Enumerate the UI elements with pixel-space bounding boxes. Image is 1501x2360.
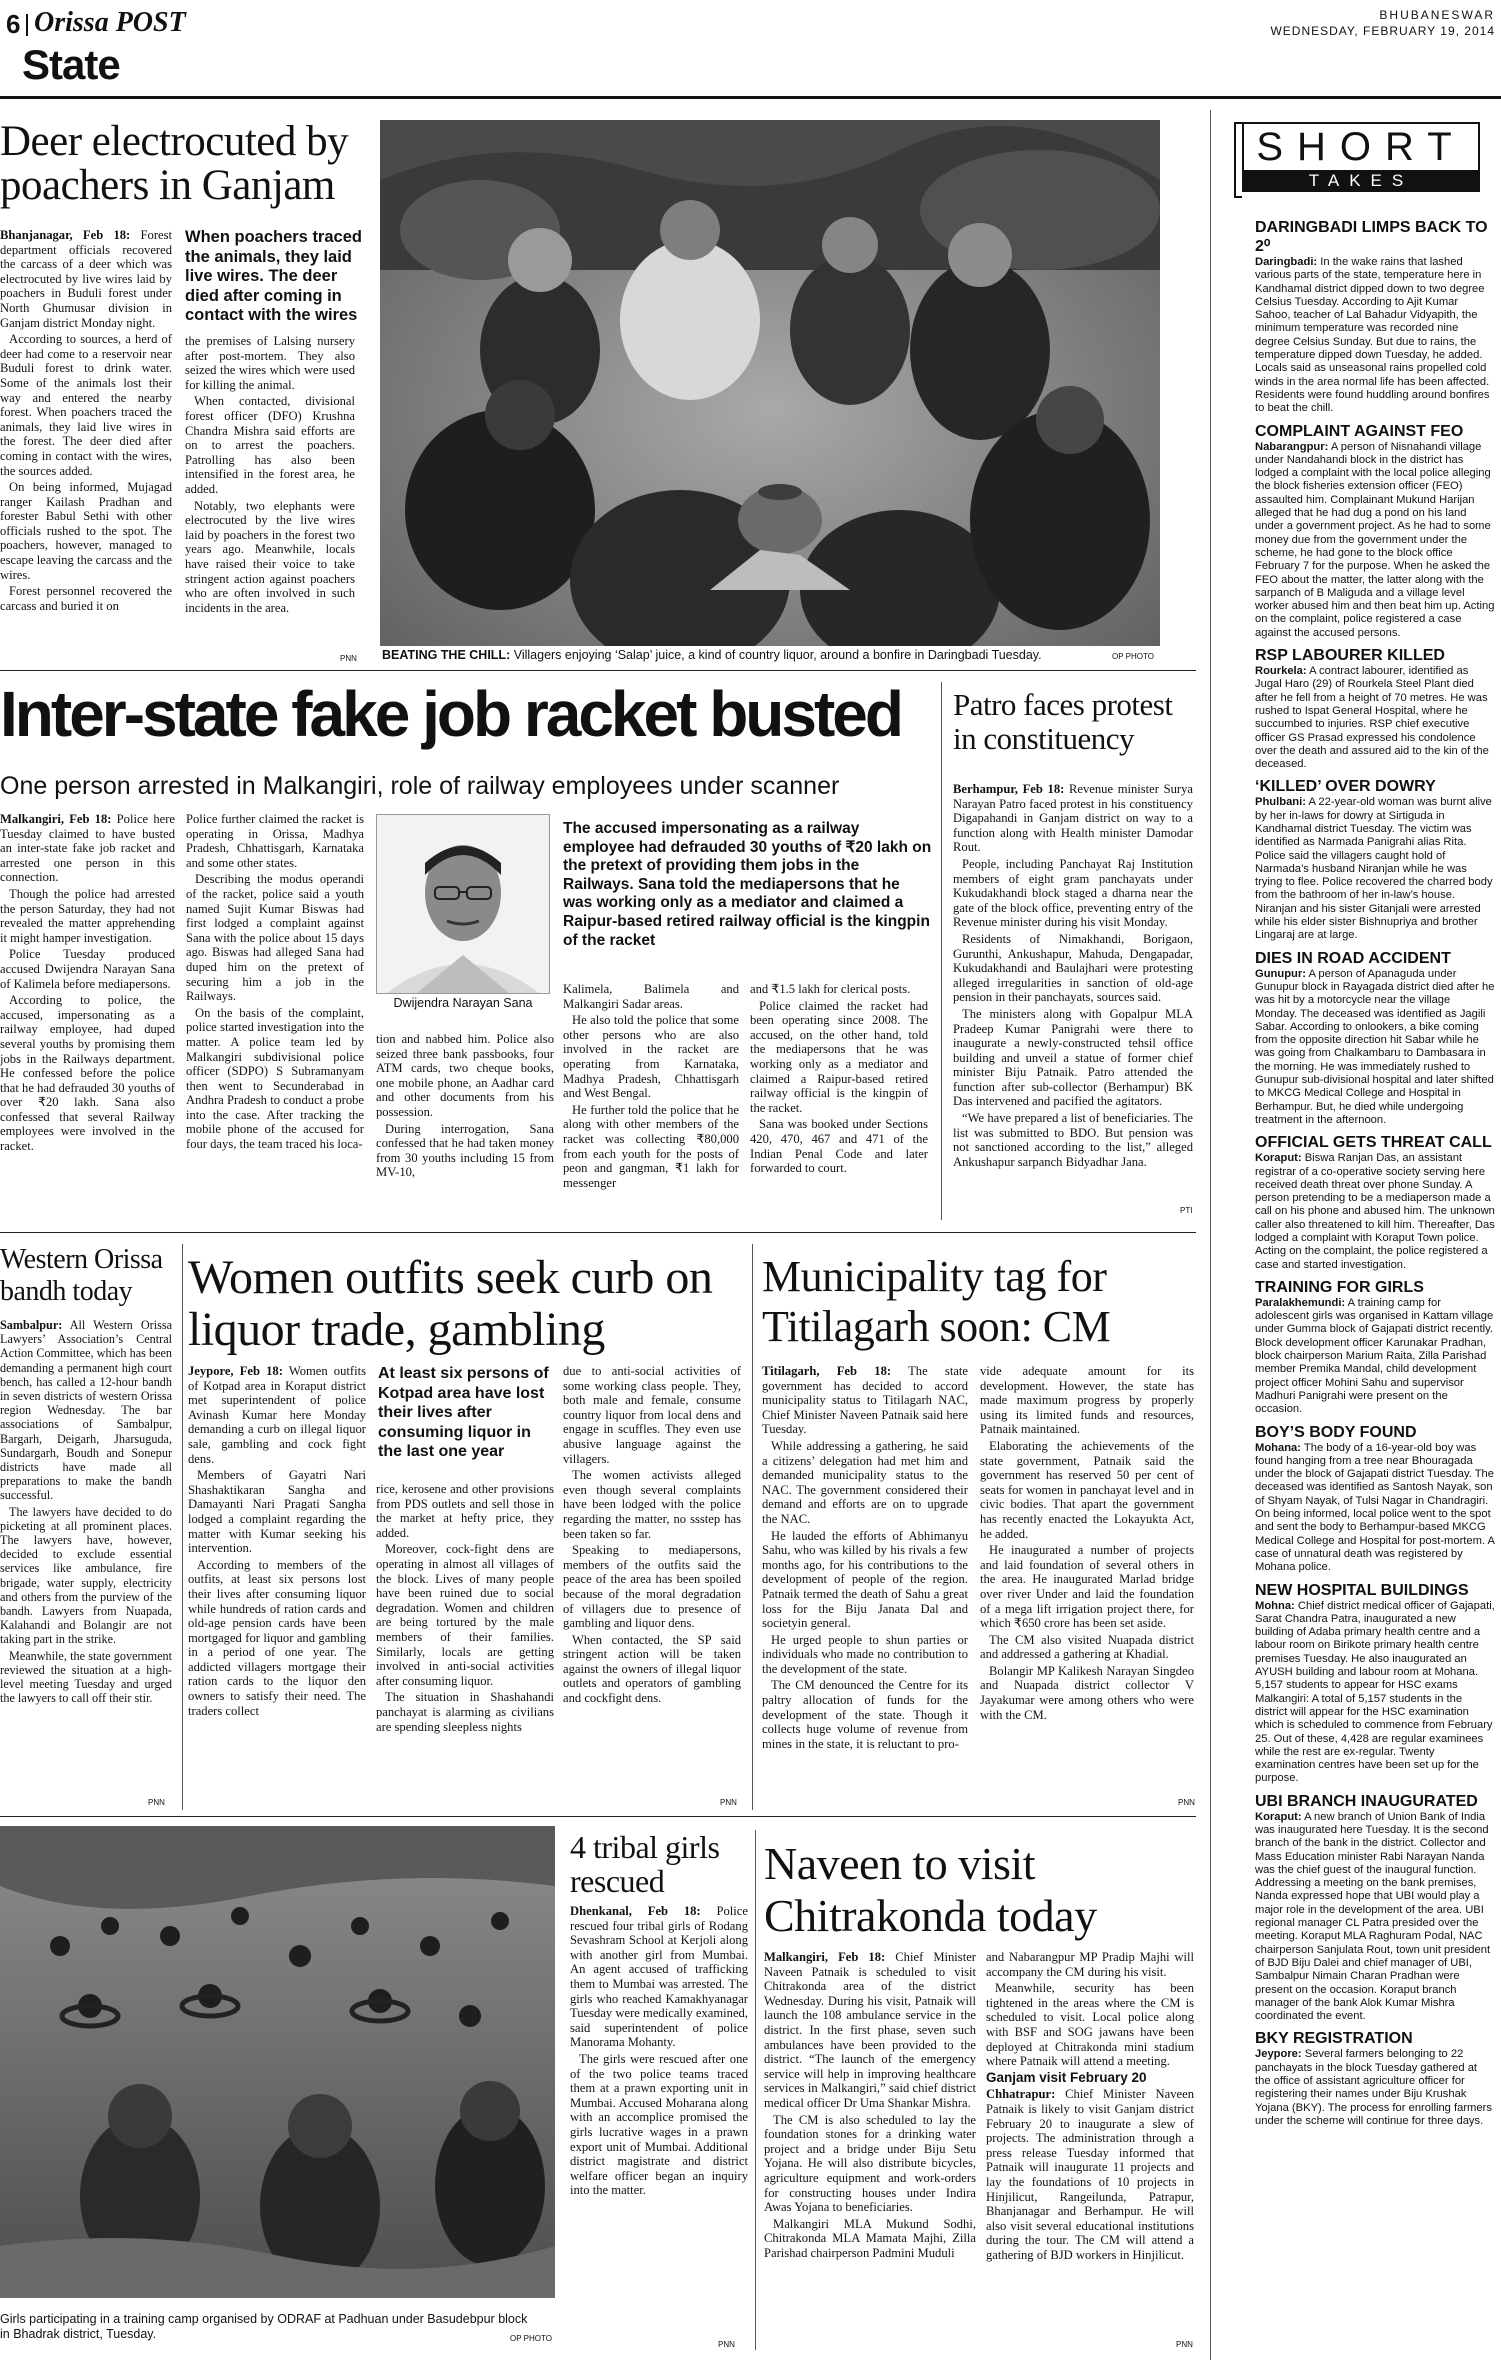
naveen-paragraph: Malkangiri MLA Mukund Sodhi, Chitrakonda MLA Mamata Majhi, Zilla Parishad chairperson Padmini Muduli bbox=[764, 2216, 976, 2260]
short-take-heading: DIES IN ROAD ACCIDENT bbox=[1255, 949, 1451, 967]
short-take-text: Biswa Ranjan Das, an assistant registrar of a co-operative society serving here received death threat over phone Sunday. A person pretending to be a mediaperson made a call on his phone and abused him. The unknown caller also threatened to kill him. Thereafter, Das lodged a complaint with Koraput Town police. Acting on the complaint, the police registered a case and started investigation. bbox=[1255, 1152, 1495, 1271]
short-take-item bbox=[1255, 422, 1495, 640]
bandh-paragraph: All Western Orissa Lawyers’ Association’s Central Action Committee, which has been demanding a permanent high court bench, has called a 12-hour bandh in seven districts of western Orissa region Wednesday. The bar associations of Sambalpur, Bargarh, Deigarh, Jharsuguda, Sundargarh, Boudh and Sonepur districts have made all preparations to make the bandh successful. bbox=[0, 1318, 172, 1503]
liquor-paragraph: Women outfits of Kotpad area in Koraput district met superintendent of police Avinash Kumar here Monday demanding a curb on illegal liquor sale, gambling and cock fight dens. bbox=[188, 1364, 366, 1466]
titilagarh-paragraph: Bolangir MP Kalikesh Narayan Singdeo and Nuapada district collector V Jayakumar were among others who were with the CM. bbox=[980, 1663, 1194, 1722]
bandh-paragraph: The lawyers have decided to do picketing at all prominent places. The lawyers have, however, decided to exclude essential services like ambulance, fire brigade, water supply, electricity and others from the purview of the bandh. Lawyers from Nuapada, Kalahandi and Bolangir are not taking part in the strike. bbox=[0, 1504, 172, 1647]
patro-dateline: Berhampur, Feb 18: bbox=[953, 782, 1065, 796]
short-takes-logo-top: SHORT bbox=[1242, 122, 1480, 172]
liquor-credit: PNN bbox=[720, 1798, 737, 1807]
liquor-paragraph: due to anti-social activities of some working class people. They, both male and female, consume country liquor from local dens and engage in scuffles. They even use abusive language against the villagers. bbox=[563, 1364, 741, 1466]
tribal-paragraph: The girls were rescued after one of the two police teams traced them at a prawn exporting unit in Mumbai. Accused Moharana along with an accomplice promised the girls lucrative wages in a prawn export unit of Mumbai. Additional district magistrate and district welfare officer began an inquiry into the matter. bbox=[570, 2051, 748, 2198]
naveen-subhead: Ganjam visit February 20 bbox=[986, 2069, 1147, 2085]
racket-pullquote: The accused impersonating as a railway employee had defrauded 30 youths of ₹20 lakh on the pretext of providing them jobs in the Railways. Sana told the mediapersons that he was working only as a mediator and claimed a Raipur-based retired railway official is the kingpin of the racket bbox=[563, 820, 932, 949]
patro-credit: PTI bbox=[1180, 1206, 1193, 1215]
rule-mid bbox=[0, 1232, 1196, 1233]
short-takes-logo bbox=[1234, 122, 1484, 200]
titilagarh-headline: Municipality tag for Titilagarh soon: CM bbox=[762, 1252, 1111, 1351]
short-take-body bbox=[1255, 2048, 1495, 2128]
liquor-dateline: Jeypore, Feb 18: bbox=[188, 1364, 283, 1378]
racket-paragraph: and ₹1.5 lakh for clerical posts. bbox=[750, 982, 911, 996]
liquor-paragraph: When contacted, the SP said stringent action will be taken against the owners of illegal liquor outlets and operators of gambling and cockfight dens. bbox=[563, 1632, 741, 1706]
racket-paragraph: During interrogation, Sana confessed that he had taken money from 30 youths including 15 from MV-10, bbox=[376, 1121, 554, 1180]
header-city: BHUBANESWAR bbox=[1379, 8, 1495, 22]
short-take-item bbox=[1255, 1423, 1495, 1575]
racket-column-5 bbox=[750, 982, 928, 1220]
racket-paragraph: Police further claimed the racket is operating in Orissa, Madhya Pradesh, Chhattisgarh, Karnataka and some other states. bbox=[186, 812, 364, 870]
titilagarh-dateline: Titilagarh, Feb 18: bbox=[762, 1364, 892, 1378]
deer-paragraph: the premises of Lalsing nursery after post-mortem. They also seized the wires which were used for killing the animal. bbox=[185, 334, 355, 392]
short-take-dateline: Phulbani: bbox=[1255, 796, 1306, 809]
deer-paragraph: On being informed, Mujagad ranger Kailash Pradhan and forester Babul Sethi with other officials rushed to the spot. The poachers, however, managed to escape leaving the carcass and the wires. bbox=[0, 480, 172, 582]
short-take-item bbox=[1255, 777, 1495, 942]
deer-column-1 bbox=[0, 228, 172, 666]
short-takes-divider bbox=[1210, 110, 1211, 2360]
rule-lower bbox=[0, 1816, 1196, 1817]
short-take-body bbox=[1255, 1600, 1495, 1786]
titilagarh-credit: PNN bbox=[1178, 1798, 1195, 1807]
naveen-credit: PNN bbox=[1176, 2340, 1193, 2349]
training-camp-caption: Girls participating in a training camp organised by ODRAF at Padhuan under Basudebpur block in Bhadrak district, Tuesday. bbox=[0, 2312, 528, 2341]
racket-paragraph: Describing the modus operandi of the racket, police said a youth named Sujit Kumar Biswas had first lodged a complaint against Sana with the police about 15 days ago. Biswas had alleged Sana had duped him on the pretext of securing him a job in the Railways. bbox=[186, 872, 364, 1004]
liquor-column-3 bbox=[563, 1364, 741, 1810]
bandh-credit: PNN bbox=[148, 1798, 165, 1807]
short-take-dateline: Rourkela: bbox=[1255, 665, 1307, 678]
short-take-dateline: Mohana: bbox=[1255, 1441, 1301, 1454]
bonfire-credit: OP PHOTO bbox=[1112, 652, 1154, 661]
patro-paragraph: “We have prepared a list of beneficiaries. The list was submitted to BDO. But pension was not sanctioned according to the list,” alleged Ankushapur sarpanch Bidyadhar Jana. bbox=[953, 1111, 1193, 1169]
short-take-text: A person of Apanaguda under Gunupur block in Rayagada district died after he was hit by a motorcycle near the village Monday. The deceased was identified as Jagili Sabar. According to onlookers, a bike coming from the opposite direction hit Sabar while he was going from Chalkambaru to Dambasara in the morning. He was immediately rushed to Gunupur sub-divisional hospital and later shifted to MKCG Medical College and Hospital in Berhampur. But, he died while undergoing treatment in the afternoon. bbox=[1255, 967, 1495, 1126]
liquor-column-1 bbox=[188, 1364, 366, 1810]
short-take-body bbox=[1255, 796, 1495, 942]
titilagarh-paragraph: He lauded the efforts of Abhimanyu Sahu, who was killed by his rivals a few months ago, for his contributions to the development of people of the region. Patnaik termed the death of Sahu a great loss for the Biju Janata Dal and societyin general. bbox=[762, 1528, 968, 1631]
short-take-text: A training camp for adolescent girls was organised in Kattam village under Gumma block of Gajapati district recently. Block development officer Karunakar Pradhan, block chairperson Marium Raita, Zilla Parishad member Premika Mandal, child development project officer Mohini Sahu and supervisor Madhuri Panigrahi were present on the occasion. bbox=[1255, 1296, 1494, 1416]
short-take-text: A 22-year-old woman was burnt alive by her in-laws for dowry at Sirtiguda in Kandhamal district Tuesday. The victim was identified as Narmada Panigrahi alias Rita. Police said the villagers caught hold of Narmada’s husband Niranjan while he was trying to flee. Police recovered the charred body from the bathroom of her in-law’s house. Niranjan and his sister Gitanjali were arrested while his elder sister Bishnupriya and brother Lingaraj are at large. bbox=[1255, 796, 1493, 942]
racket-headline: Inter-state fake job racket busted bbox=[0, 678, 901, 750]
titilagarh-column-2 bbox=[980, 1364, 1194, 1810]
liquor-divider bbox=[752, 1244, 753, 1810]
titilagarh-paragraph: He inaugurated a number of projects and laid foundation of several others in the area. He inaugurated Marlad bridge over river Under and laid the foundation of a mega lift irrigation project there, for which ₹650 crore has been set aside. bbox=[980, 1543, 1194, 1631]
short-take-body bbox=[1255, 1442, 1495, 1575]
deer-paragraph: Forest department officials recovered the carcass of a deer which was electrocuted by live wires laid by poachers in Buduli forest under North Ghumusar division in Ganjam district Monday night. bbox=[0, 228, 172, 330]
short-take-heading: UBI BRANCH INAUGURATED bbox=[1255, 1792, 1478, 1810]
bonfire-photo bbox=[380, 120, 1160, 646]
tribal-paragraph: Police rescued four tribal girls of Rodang Sevashram School at Kerjoli along with another girl from Mumbai. An agent accused of trafficking them to Mumbai was arrested. The girls who reached Kamakhyanagar Tuesday were medically examined, said superintendent of police Manorama Mohanty. bbox=[570, 1904, 748, 2050]
bonfire-caption-text: Villagers enjoying ‘Salap’ juice, a kind of country liquor, around a bonfire in Daringbadi Tuesday. bbox=[513, 648, 1042, 662]
titilagarh-paragraph: He urged people to shun parties or individuals who made no contribution to the development of the state. bbox=[762, 1632, 968, 1676]
naveen-paragraph: Meanwhile, security has been tightened in the areas where the CM is scheduled to visit. Local police along with BSF and SOG jawans have been deployed at Chitrakonda mini stadium where Patnaik will attend a meeting. bbox=[986, 1981, 1194, 2069]
short-take-body bbox=[1255, 256, 1495, 416]
patro-headline: Patro faces protest in constituency bbox=[953, 687, 1173, 756]
short-take-dateline: Paralakhemundi: bbox=[1255, 1296, 1346, 1309]
naveen-paragraph: Chief Minister Naveen Patnaik is scheduled to visit Chitrakonda area of the district Wednesday. During his visit, Patnaik will launch the 108 ambulance service in the district. In the first phase, seven such ambulances have been provided to the district. “The launch of the emergency service will help in improving healthcare services in Malkangiri,” said chief district medical officer Dr Uma Shankar Mishra. bbox=[764, 1950, 976, 2110]
short-take-item bbox=[1255, 949, 1495, 1128]
titilagarh-paragraph: While addressing a gathering, he said a citizens’ delegation had met him and demanded municipality status to the NAC. The government considered their demand and efforts are on to upgrade the NAC. bbox=[762, 1438, 968, 1526]
naveen-column-2 bbox=[986, 1950, 1194, 2350]
short-take-text: In the wake rains that lashed various parts of the state, temperature here in Kandhamal district dipped down to two degree Celsius Tuesday. According to Ajit Kumar Sahoo, teacher of Lal Bahadur Vidyapith, the minimum temperature was recorded nine degree Celsius Sunday. But due to rains, the temperature dipped down Tuesday, he added. Locals said as unseasonal rains propelled cold winds in the area normal life has been affected. Residents were found huddling around bonfires to beat the chill. bbox=[1255, 256, 1490, 415]
short-take-heading: BOY’S BODY FOUND bbox=[1255, 1423, 1417, 1441]
racket-paragraph: Police Tuesday produced accused Dwijendra Narayan Sana of Kalimela before mediapersons. bbox=[0, 947, 175, 991]
deer-pullquote: When poachers traced the animals, they laid live wires. The deer died after coming in contact with the wires bbox=[185, 228, 362, 324]
racket-paragraph: Though the police had arrested the person Saturday, they had not revealed the matter apprehending it might hamper investigation. bbox=[0, 886, 175, 945]
titilagarh-paragraph: The CM denounced the Centre for its paltry allocation of funds for the development of the state. Though it collects huge volume of revenue from mines in the state, it is reluctant to pro- bbox=[762, 1678, 968, 1751]
racket-dateline: Malkangiri, Feb 18: bbox=[0, 812, 112, 826]
patro-paragraph: The ministers along with Gopalpur MLA Pradeep Kumar Panigrahi were there to inaugurate a newly-constructed tehsil office building and unveil a statue of former chief minister Biju Patnaik. Patro attended the function after sub-collector (Berhampur) BK Das intervened and pacified the agitators. bbox=[953, 1006, 1193, 1109]
patro-paragraph: Revenue minister Surya Narayan Patro faced protest in his constituency Digapahandi in Ganjam district on way to a function along with Health minister Damodar Rout. bbox=[953, 782, 1193, 855]
racket-column-1 bbox=[0, 812, 175, 1220]
bonfire-caption-lead: BEATING THE CHILL: bbox=[382, 648, 511, 662]
liquor-paragraph: Members of Gayatri Nari Shashaktikaran Sangha and Damayanti Nari Pragati Sangha lodged a complaint regarding the matter with Kumar seeking his intervention. bbox=[188, 1468, 366, 1556]
short-take-heading: OFFICIAL GETS THREAT CALL bbox=[1255, 1134, 1492, 1152]
titilagarh-paragraph: Elaborating the achievements of the state government, Patnaik said the government has reserved 50 per cent of seats for women in panchayat level and in civic bodies. That apart the government has recently enacted the Lokayukta Act, he added. bbox=[980, 1438, 1194, 1541]
rule-racket-top bbox=[0, 670, 1196, 671]
titilagarh-paragraph: vide adequate amount for its development. However, the state has made maximum progress by properly using its limited funds and resources, Patnaik maintained. bbox=[980, 1364, 1194, 1437]
bandh-dateline: Sambalpur: bbox=[0, 1318, 63, 1332]
naveen-headline: Naveen to visit Chitrakonda today bbox=[764, 1838, 1097, 1941]
racket-paragraph: Kalimela, Balimela and Malkangiri Sadar areas. bbox=[563, 982, 739, 1011]
liquor-paragraph: The women activists alleged even though several complaints have been lodged with the police regarding the matter, no ssstep has been taken so far. bbox=[563, 1468, 741, 1541]
short-take-item bbox=[1255, 646, 1495, 771]
liquor-paragraph: According to members of the outfits, at least six persons lost their lives after consuming liquor while hundreds of ration cards and old-age pension cards have been mortgaged for liquor and gambling in a period of one year. The addicted villagers mortgage their ration cards to the liquor den owners to satisfy their need. The traders collect bbox=[188, 1557, 366, 1718]
short-take-text: The body of a 16-year-old boy was found hanging from a tree near Bhouragada under the block of Gajapati district Tuesday. The deceased was identified as Santosh Nayak, son of Shyam Nayak, of Tulsi Nagar in Chandragiri. On being informed, local police went to the spot and sent the body to Berhampur-based MKCG Medical College and Hospital for post-mortem. A case of unnatural death was registered by Mohana police. bbox=[1255, 1441, 1495, 1574]
liquor-column-2 bbox=[376, 1482, 554, 1810]
racket-column-2 bbox=[186, 812, 364, 1220]
deer-column-2 bbox=[185, 334, 355, 666]
racket-paragraph: Police claimed the racket had been operating since 2008. The accused, on the other hand, told the mediapersons that he was working only as a mediator and claimed a Raipur-based retired railway official is the kingpin of the racket. bbox=[750, 998, 928, 1115]
deer-paragraph: When contacted, divisional forest officer (DFO) Krushna Chandra Mishra said efforts are on to arrest the poachers. Patrolling has also been intensified in the forest area, he added. bbox=[185, 394, 355, 496]
deer-headline: Deer electrocuted by poachers in Ganjam bbox=[0, 118, 349, 209]
short-take-body bbox=[1255, 1152, 1495, 1272]
tribal-headline: 4 tribal girls rescued bbox=[570, 1829, 720, 1899]
racket-paragraph: He also told the police that some other persons who are also involved in the racket are operating from Karnataka, Madhya Pradesh, Chhattisgarh and West Bengal. bbox=[563, 1013, 739, 1101]
racket-column-3 bbox=[376, 1032, 554, 1220]
tribal-credit: PNN bbox=[718, 2340, 735, 2349]
tribal-dateline: Dhenkanal, Feb 18: bbox=[570, 1904, 701, 1918]
racket-paragraph: tion and nabbed him. Police also seized three bank passbooks, four ATM cards, two cheque books, one mobile phone, an Aadhar card and other documents from his possession. bbox=[376, 1032, 554, 1119]
deer-paragraph: According to sources, a herd of deer had come to a reservoir near Buduli forest to drink water. Some of the animals lost their way and entered the nearby forest. When poachers traced the animals, they laid live wires in the forest. The deer died after coming in contact with the wires, the sources added. bbox=[0, 332, 172, 478]
deer-paragraph: Forest personnel recovered the carcass and buried it on bbox=[0, 584, 172, 613]
short-take-text: A new branch of Union Bank of India was inaugurated here Tuesday. It is the second branch of the bank in the district. Collector and Mass Education minister Rabi Narayan Nanda was the chief guest of the inaugural function. Addressing a meeting on the bank premises, Nanda expressed hope that UBI would play a major role in the development of the area. UBI regional manager CL Patra presided over the meeting. Koraput MLA Raghuram Podal, NAC chairperson Sanjulata Rout, town unit president of BJD Biju Dalei and chief manager of UBI, Sambalpur Nimain Charan Pradhan were present on the occasion. Koraput branch manager of the bank Alok Kumar Mishra coordinated the event. bbox=[1255, 1810, 1491, 2023]
short-take-item bbox=[1255, 1278, 1495, 1417]
short-take-item bbox=[1255, 1133, 1495, 1272]
short-take-heading: ‘KILLED’ OVER DOWRY bbox=[1255, 778, 1436, 796]
masthead: Orissa POST bbox=[34, 7, 186, 38]
naveen-sub-dateline: Chhatrapur: bbox=[986, 2087, 1056, 2102]
bandh-headline: Western Orissa bandh today bbox=[0, 1244, 163, 1307]
patro-body bbox=[953, 782, 1193, 1218]
patro-divider bbox=[941, 682, 942, 1220]
short-take-text: Chief district medical officer of Gajapati, Sarat Chandra Patra, inaugurated a new building of Adaba primary health centre and a labour room on Birikote primary health centre premises Tuesday. He also inaugurated an AYUSH building and labour room at Mohana. 5,157 students to appear for HSC exams Malkangiri: A total of 5,157 students in the district will appear for the HSC examination which is scheduled to commence from February 25. Out of these, 4,428 are regular examinees while the rest are ex-regular. Twenty examination centres have been set up for the purpose. bbox=[1255, 1599, 1495, 1785]
tribal-divider bbox=[755, 1830, 756, 2350]
liquor-paragraph: Speaking to mediapersons, members of the outfits said the peace of the area has been spoiled because of the moral degradation of villagers due to presence of gambling and liquor dens. bbox=[563, 1543, 741, 1631]
training-camp-credit: OP PHOTO bbox=[510, 2334, 552, 2343]
titilagarh-paragraph: The state government has decided to accord municipality status to Titilagarh NAC, Chief Minister Naveen Patnaik said here Tuesday. bbox=[762, 1364, 968, 1437]
short-take-heading: TRAINING FOR GIRLS bbox=[1255, 1278, 1424, 1296]
naveen-paragraph: The CM is also scheduled to lay the foundation stones for a drinking water project and a bridge under Biju Setu Yojana. He will also distribute bicycles, agriculture equipment and work-orders for constructing houses under Indira Awas Yojana to beneficiaries. bbox=[764, 2112, 976, 2215]
deer-paragraph: Notably, two elephants were electrocuted by the live wires laid by poachers in the forest two years ago. Meanwhile, locals have raised their voice to take stringent action against poachers who are often involved in such incidents in the area. bbox=[185, 498, 355, 615]
short-take-body bbox=[1255, 968, 1495, 1128]
short-take-heading: RSP LABOURER KILLED bbox=[1255, 647, 1445, 665]
racket-paragraph: On the basis of the complaint, police started investigation into the matter. A police team led by Malkangiri subdivisional police officer (SDPO) S Subramanyam then went to Secunderabad in Andhra Pradesh to conduct a probe into the case. After tracking the mobile phone of the accused for four days, the team traced his loca- bbox=[186, 1005, 364, 1152]
racket-paragraph: Sana was booked under Sections 420, 470, 467 and 471 of the Indian Penal Code and later forwarded to court. bbox=[750, 1117, 928, 1176]
short-take-item bbox=[1255, 218, 1495, 416]
accused-photo-graphic bbox=[377, 815, 549, 993]
liquor-paragraph: rice, kerosene and other provisions from PDS outlets and sell those in the market at hefty price, they added. bbox=[376, 1482, 554, 1540]
training-camp-photo bbox=[0, 1826, 555, 2298]
header-date: WEDNESDAY, FEBRUARY 19, 2014 bbox=[1270, 24, 1495, 38]
tribal-body bbox=[570, 1904, 748, 2350]
bonfire-photo-graphic bbox=[380, 120, 1160, 646]
section-label: State bbox=[22, 41, 120, 88]
naveen-paragraph: Chief Minister Naveen Patnaik is likely to visit Ganjam district February 20 to inaugurate a slew of projects. The administration through a press release Tuesday informed that Patnaik will inaugurate 11 projects and lay the foundations of 10 projects in Hinjilicut, Rangeilunda, Patrapur, Bhanjanagar and Berhampur. He will also visit several educational institutions during the tour. The CM will attend a gathering of BJD workers in Hinjilicut. bbox=[986, 2087, 1194, 2262]
titilagarh-paragraph: The CM also visited Nuapada district and addressed a gathering at Khadial. bbox=[980, 1632, 1194, 1662]
short-takes-list bbox=[1255, 218, 1495, 2353]
racket-paragraph: Police here Tuesday claimed to have busted an inter-state fake job racket and arrested one person in this connection. bbox=[0, 812, 175, 885]
page-header bbox=[0, 0, 1501, 88]
short-take-body bbox=[1255, 1811, 1495, 2024]
short-take-heading: DARINGBADI LIMPS BACK TO 2⁰ bbox=[1255, 219, 1488, 255]
header-rule bbox=[0, 96, 1501, 99]
racket-paragraph: He further told the police that he along with other members of the racket was collecting ₹80,000 from each youth for the posts of peon and gangman, ₹1 lakh for messenger bbox=[563, 1102, 739, 1190]
short-take-dateline: Koraput: bbox=[1255, 1152, 1302, 1165]
short-take-body bbox=[1255, 665, 1495, 771]
bandh-divider bbox=[182, 1244, 183, 1810]
short-take-dateline: Gunupur: bbox=[1255, 967, 1306, 980]
header-divider bbox=[26, 14, 28, 36]
accused-photo bbox=[376, 814, 550, 994]
short-take-dateline: Jeypore: bbox=[1255, 2048, 1302, 2061]
racket-paragraph: According to police, the accused, impersonating as a railway employee, had duped several youths by promising them jobs in the Railways department. He confessed before the police that he had defrauded 30 youths of over ₹20 lakh. Sana also confessed that several Railway employees were involved in the racket. bbox=[0, 993, 175, 1154]
short-takes-logo-bottom: TAKES bbox=[1242, 170, 1480, 192]
bandh-paragraph: Meanwhile, the state government reviewed the situation at a high-level meeting Tuesday and urged the lawyers to call off their stir. bbox=[0, 1648, 172, 1706]
short-take-heading: BKY REGISTRATION bbox=[1255, 2030, 1413, 2048]
short-take-item bbox=[1255, 1581, 1495, 1786]
short-take-heading: COMPLAINT AGAINST FEO bbox=[1255, 422, 1464, 440]
short-take-item bbox=[1255, 2029, 1495, 2128]
short-take-dateline: Mohna: bbox=[1255, 1599, 1295, 1612]
racket-column-4 bbox=[563, 982, 739, 1220]
short-take-dateline: Daringbadi: bbox=[1255, 256, 1318, 268]
bonfire-caption bbox=[382, 648, 1142, 663]
racket-subhead: One person arrested in Malkangiri, role of railway employees under scanner bbox=[0, 772, 840, 800]
training-camp-photo-graphic bbox=[0, 1826, 555, 2298]
short-take-body bbox=[1255, 1297, 1495, 1417]
liquor-paragraph: Moreover, cock-fight dens are operating in almost all villages of the block. Lives of many people have been ruined due to social degradation. Women and children are being tortured by the male members of their families. Similarly, locals are getting involved in anti-social activities after consuming liquor. bbox=[376, 1542, 554, 1688]
deer-dateline: Bhanjanagar, Feb 18: bbox=[0, 228, 131, 242]
page-number: 6 bbox=[6, 9, 21, 39]
short-take-text: Several farmers belonging to 22 panchayats in the block Tuesday gathered at the office of assistant agriculture officer for registering their names under Biju Krushak Yojana (BKY). The process for enrolling farmers under the scheme will continue for three days. bbox=[1255, 2048, 1492, 2127]
short-takes-bracket bbox=[1234, 122, 1242, 198]
short-take-dateline: Koraput: bbox=[1255, 1810, 1302, 1823]
liquor-paragraph: The situation in Shashahandi panchayat is alarming as civilians are spending sleepless nights bbox=[376, 1690, 554, 1734]
titilagarh-column-1 bbox=[762, 1364, 968, 1810]
naveen-column-1 bbox=[764, 1950, 976, 2350]
short-take-text: A person of Nisnahandi village under Nandahandi block in the district has lodged a complaint with the local police alleging the block fisheries extension officer (FEO) assaulted him. Complainant Mukund Harijan alleged that he had dug a pond on his land under a government project. As he had to some money due from the government under the scheme, he had gone to the block office February 7 for the purpose. When he asked the FEO about the matter, the latter along with the sarpanch of B Maliguda and a village level worker abused him and then beat him up. Acting on the complaint, police registered a case against the accused persons. bbox=[1255, 440, 1495, 639]
short-take-heading: NEW HOSPITAL BUILDINGS bbox=[1255, 1581, 1469, 1599]
short-take-item bbox=[1255, 1792, 1495, 2024]
liquor-pullquote: At least six persons of Kotpad area have lost their lives after consuming liquor in the last one year bbox=[378, 1365, 549, 1460]
short-take-text: A contract labourer, identified as Jugal Haro (29) of Rourkela Steel Plant died after he fell from a height of 70 metres. He was rushed to Ispat General Hospital, where he succumbed to injuries. RSP chief executive officer GS Prasad expressed his condolence over the death and assured aid to the kin of the deceased. bbox=[1255, 665, 1489, 771]
short-take-dateline: Nabarangpur: bbox=[1255, 440, 1329, 453]
bandh-body bbox=[0, 1318, 172, 1808]
accused-photo-caption: Dwijendra Narayan Sana bbox=[393, 996, 533, 1010]
patro-paragraph: People, including Panchayat Raj Institution members of eight gram panchayats under Kukudakhandi block staged a dharna near the gate of the block office, preventing entry of the Revenue minister during his visit Monday. bbox=[953, 856, 1193, 930]
liquor-headline: Women outfits seek curb on liquor trade, gambling bbox=[188, 1251, 713, 1356]
deer-credit: PNN bbox=[340, 654, 357, 663]
naveen-paragraph: and Nabarangpur MP Pradip Majhi will accompany the CM during his visit. bbox=[986, 1950, 1194, 1979]
naveen-dateline: Malkangiri, Feb 18: bbox=[764, 1950, 886, 1964]
patro-paragraph: Residents of Nimakhandi, Borigaon, Gurunthi, Ankushapur, Mahuda, Dengapadar, Kukudakhandi and Baulajhari were protesting alleged irregularities in sanction of old-age pension in their panchayats, sources said. bbox=[953, 931, 1193, 1005]
short-take-body bbox=[1255, 441, 1495, 640]
